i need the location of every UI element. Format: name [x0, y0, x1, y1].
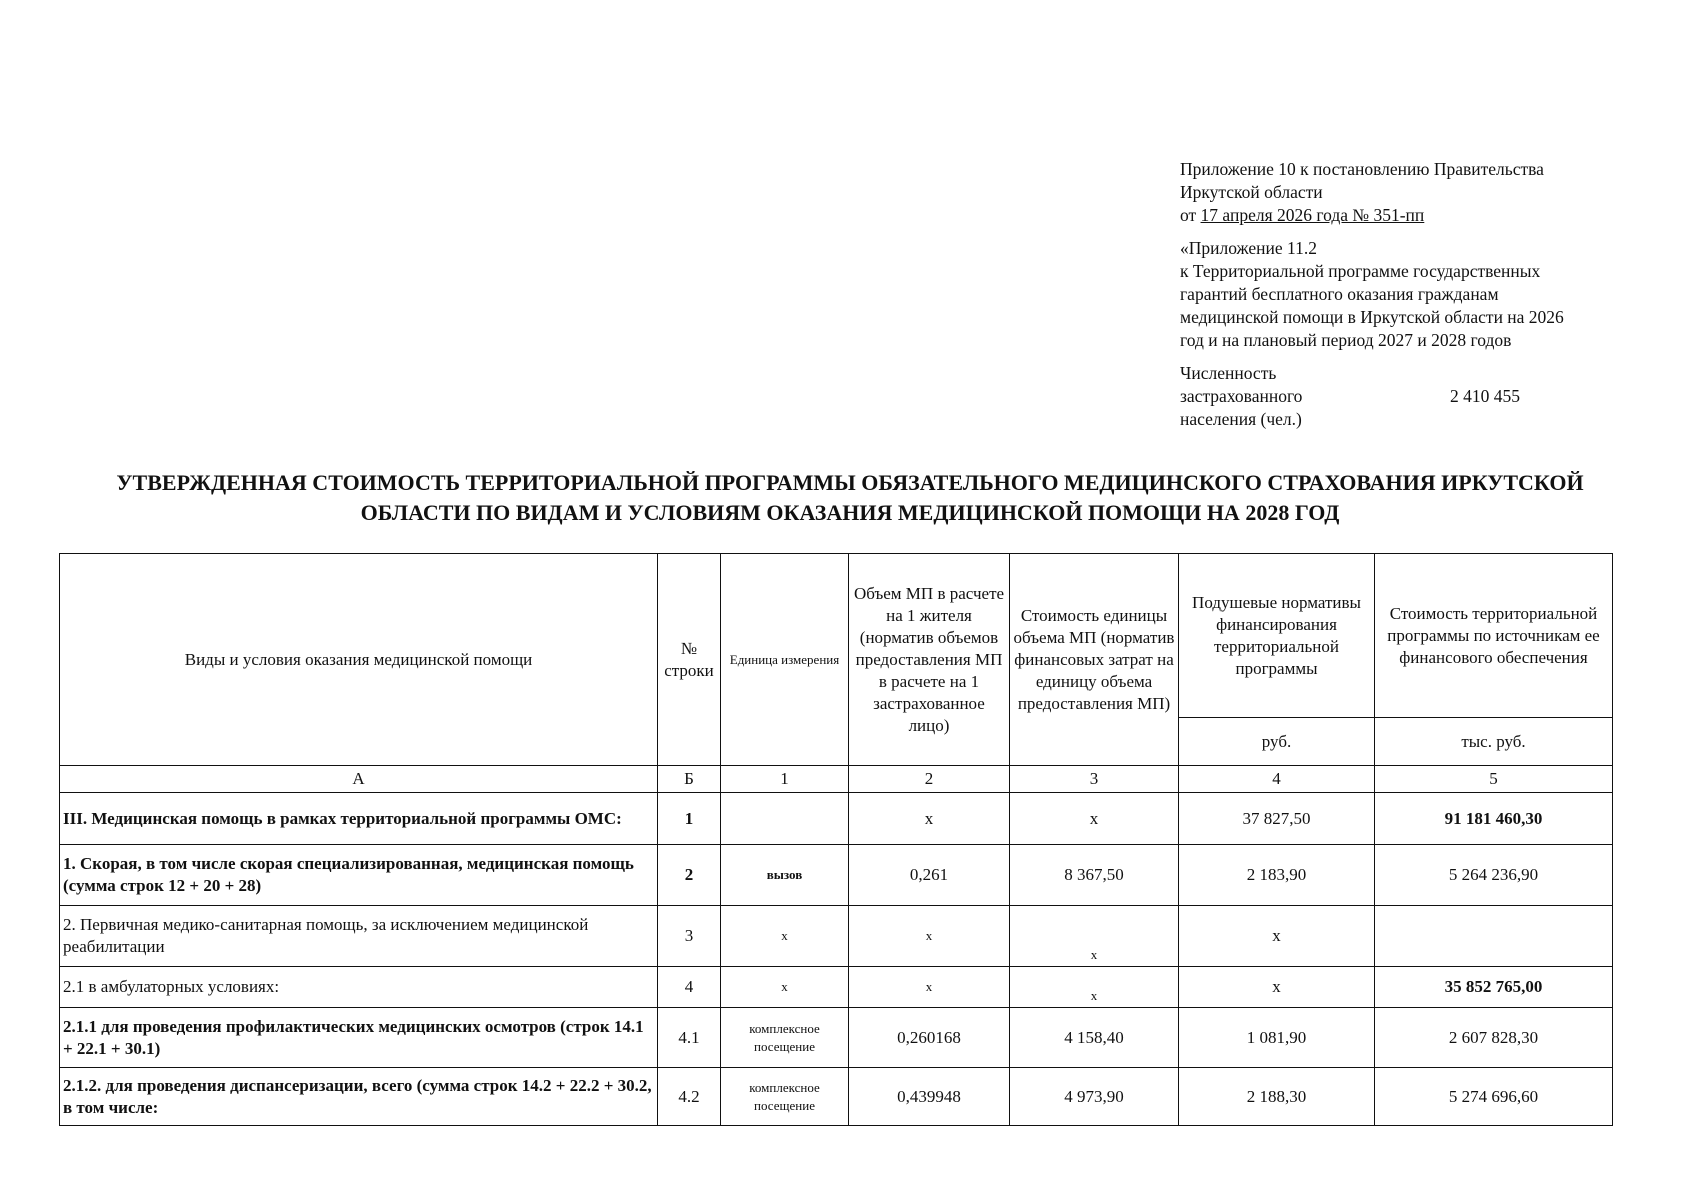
header-program-cost: Стоимость территориальной программы по источникам ее финансового обеспечения: [1375, 554, 1613, 718]
header-unit-rub: руб.: [1179, 718, 1375, 766]
row-name: 2.1.2. для проведения диспансеризации, всего (сумма строк 14.2 + 22.2 + 30.2, в том числе:: [60, 1068, 658, 1126]
row-total: [1375, 906, 1613, 967]
column-code: 5: [1375, 766, 1613, 793]
appendix-ref-line: Приложение 10 к постановлению Правительства: [1180, 159, 1544, 179]
title-line-2: ОБЛАСТИ ПО ВИДАМ И УСЛОВИЯМ ОКАЗАНИЯ МЕДИЦИНСКОЙ ПОМОЩИ НА 2028 ГОД: [360, 500, 1340, 525]
row-name: 1. Скорая, в том числе скорая специализированная, медицинская помощь (сумма строк 12 + 20 + 28): [60, 845, 658, 906]
table-row: [60, 967, 1613, 1008]
row-name: 2. Первичная медико-санитарная помощь, за исключением медицинской реабилитации: [60, 906, 658, 967]
table-row: [60, 845, 1613, 906]
row-unit: х: [721, 967, 849, 1008]
row-name: 2.1.1 для проведения профилактических медицинских осмотров (строк 14.1 + 22.1 + 30.1): [60, 1008, 658, 1068]
decree-date-line: [1180, 204, 1640, 227]
appendix-number: «Приложение 11.2: [1180, 238, 1318, 258]
date-prefix: от: [1180, 205, 1201, 225]
row-unit: [721, 793, 849, 845]
document-title: [60, 468, 1640, 528]
program-line-1: к Территориальной программе государственных: [1180, 261, 1541, 281]
header-per-capita: Подушевые нормативы финансирования территориальной программы: [1179, 554, 1375, 718]
row-cost: х: [1010, 793, 1179, 845]
population-label-2: застрахованного: [1180, 386, 1303, 406]
title-line-1: УТВЕРЖДЕННАЯ СТОИМОСТЬ ТЕРРИТОРИАЛЬНОЙ ПРОГРАММЫ ОБЯЗАТЕЛЬНОГО МЕДИЦИНСКОГО СТРАХОВАНИЯ ИРКУТСКОЙ: [116, 470, 1584, 495]
header-unit: Единица измерения: [721, 554, 849, 766]
row-name: III. Медицинская помощь в рамках территориальной программы ОМС:: [60, 793, 658, 845]
row-total: 2 607 828,30: [1375, 1008, 1613, 1068]
header-row-no: № строки: [658, 554, 721, 766]
row-number: 4: [658, 967, 721, 1008]
row-total: 5 264 236,90: [1375, 845, 1613, 906]
header-types: Виды и условия оказания медицинской помощи: [60, 554, 658, 766]
program-line-3: медицинской помощи в Иркутской области на 2026: [1180, 307, 1564, 327]
population-label-3: населения (чел.): [1180, 409, 1302, 429]
row-volume: х: [849, 793, 1010, 845]
header-cost: Стоимость единицы объема МП (норматив финансовых затрат на единицу объема предоставления МП): [1010, 554, 1179, 766]
row-number: 3: [658, 906, 721, 967]
row-number: 4.2: [658, 1068, 721, 1126]
row-name: 2.1 в амбулаторных условиях:: [60, 967, 658, 1008]
row-number: 2: [658, 845, 721, 906]
table-row: [60, 1068, 1613, 1126]
row-volume: 0,261: [849, 845, 1010, 906]
document-header: [1180, 158, 1640, 431]
row-cost: х: [1010, 967, 1179, 1008]
row-per-capita: х: [1179, 967, 1375, 1008]
row-total: 5 274 696,60: [1375, 1068, 1613, 1126]
region-line: Иркутской области: [1180, 182, 1323, 202]
column-code: А: [60, 766, 658, 793]
row-unit: комплексное посещение: [721, 1068, 849, 1126]
column-code: 1: [721, 766, 849, 793]
column-code: Б: [658, 766, 721, 793]
population-value: 2 410 455: [1450, 386, 1520, 406]
row-per-capita: 2 183,90: [1179, 845, 1375, 906]
header-volume: Объем МП в расчете на 1 жителя (норматив объемов предоставления МП в расчете на 1 застрахованное лицо): [849, 554, 1010, 766]
row-per-capita: 37 827,50: [1179, 793, 1375, 845]
table-row: [60, 1008, 1613, 1068]
row-volume: х: [849, 906, 1010, 967]
row-cost: 4 158,40: [1010, 1008, 1179, 1068]
population-label: [1180, 362, 1450, 431]
column-code: 3: [1010, 766, 1179, 793]
population-block: [1180, 362, 1640, 431]
row-cost: 4 973,90: [1010, 1068, 1179, 1126]
row-volume: х: [849, 967, 1010, 1008]
row-cost: 8 367,50: [1010, 845, 1179, 906]
row-unit: комплексное посещение: [721, 1008, 849, 1068]
column-code: 2: [849, 766, 1010, 793]
program-line-2: гарантий бесплатного оказания гражданам: [1180, 284, 1499, 304]
row-volume: 0,439948: [849, 1068, 1010, 1126]
row-total: 91 181 460,30: [1375, 793, 1613, 845]
row-per-capita: х: [1179, 906, 1375, 967]
population-label-1: Численность: [1180, 363, 1277, 383]
header-unit-thousand-rub: тыс. руб.: [1375, 718, 1613, 766]
table-row: [60, 793, 1613, 845]
row-total: 35 852 765,00: [1375, 967, 1613, 1008]
program-line-4: год и на плановый период 2027 и 2028 годов: [1180, 330, 1512, 350]
row-unit: вызов: [721, 845, 849, 906]
row-number: 1: [658, 793, 721, 845]
row-per-capita: 2 188,30: [1179, 1068, 1375, 1126]
row-cost: х: [1010, 906, 1179, 967]
cost-table: [59, 553, 1613, 1126]
decree-date: 17 апреля 2026 года № 351-пп: [1200, 205, 1425, 225]
table-row: [60, 906, 1613, 967]
row-unit: х: [721, 906, 849, 967]
row-volume: 0,260168: [849, 1008, 1010, 1068]
row-per-capita: 1 081,90: [1179, 1008, 1375, 1068]
column-code: 4: [1179, 766, 1375, 793]
row-number: 4.1: [658, 1008, 721, 1068]
